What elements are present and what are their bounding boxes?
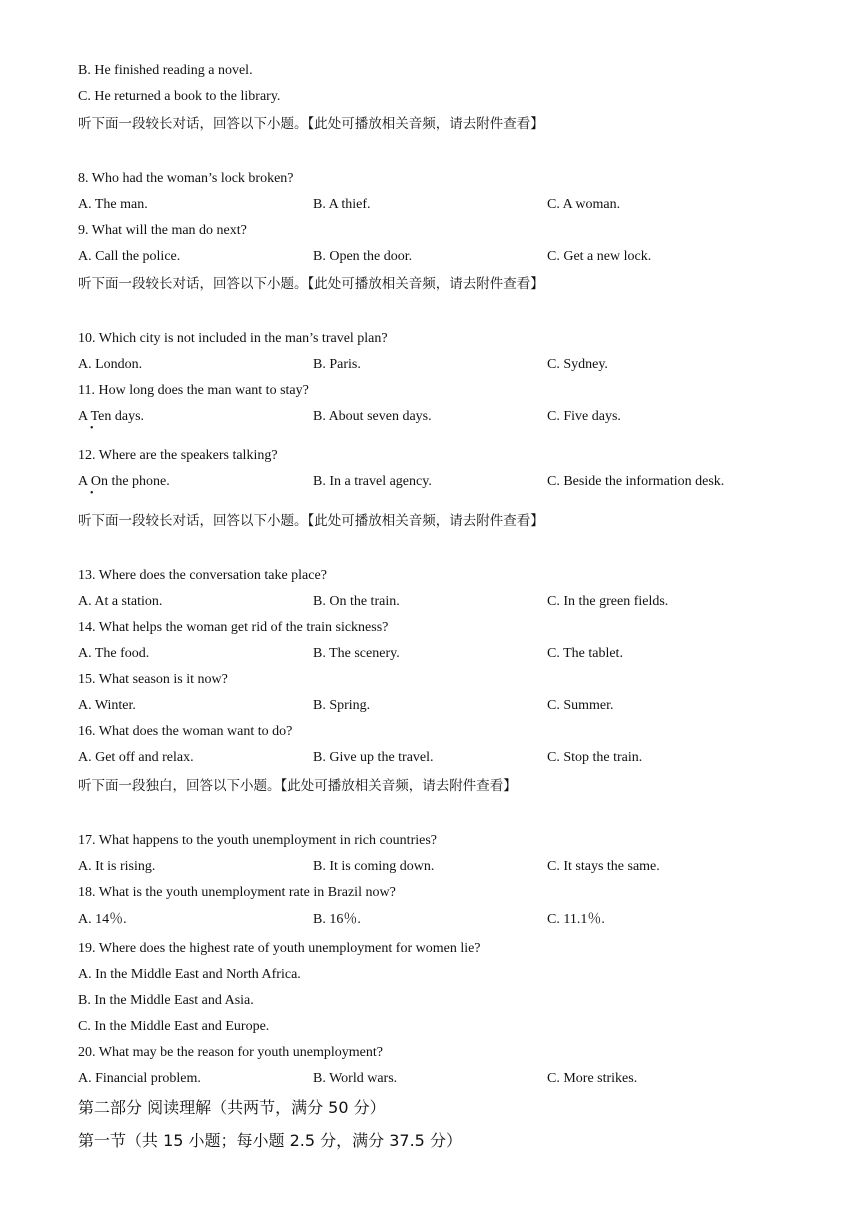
q20-option-b: B. World wars.	[313, 1071, 398, 1086]
q13-option-c: C. In the green fields.	[547, 594, 669, 609]
q12-option-b: B. In a travel agency.	[313, 474, 432, 489]
q10-option-a: A. London.	[78, 357, 143, 372]
listening-instruction: 听下面一段较长对话，回答以下小题。【此处可播放相关音频，请去附件查看】	[78, 276, 544, 292]
q9-option-a: A. Call the police.	[78, 249, 181, 264]
dot-mark: •	[90, 488, 94, 499]
question-12: 12. Where are the speakers talking?	[78, 448, 278, 463]
question-19: 19. Where does the highest rate of youth unemployment for women lie?	[78, 941, 481, 956]
question-13: 13. Where does the conversation take place?	[78, 568, 327, 583]
q14-option-c: C. The tablet.	[547, 646, 623, 661]
q10-option-b: B. Paris.	[313, 357, 361, 372]
q18-option-b: B. 16％.	[313, 912, 361, 927]
q19-option-a: A. In the Middle East and North Africa.	[78, 967, 301, 982]
q19-option-b: B. In the Middle East and Asia.	[78, 993, 254, 1008]
q19-option-c: C. In the Middle East and Europe.	[78, 1019, 270, 1034]
q18-option-a: A. 14％.	[78, 912, 127, 927]
question-8: 8. Who had the woman’s lock broken?	[78, 171, 294, 186]
q11-option-a: A Ten days.	[78, 409, 145, 424]
question-14: 14. What helps the woman get rid of the train sickness?	[78, 620, 389, 635]
dot-mark: •	[90, 423, 94, 434]
q20-option-a: A. Financial problem.	[78, 1071, 201, 1086]
q10-option-c: C. Sydney.	[547, 357, 608, 372]
question-9: 9. What will the man do next?	[78, 223, 247, 238]
q15-option-c: C. Summer.	[547, 698, 614, 713]
q17-option-a: A. It is rising.	[78, 859, 156, 874]
q17-option-c: C. It stays the same.	[547, 859, 660, 874]
question-11: 11. How long does the man want to stay?	[78, 383, 309, 398]
q14-option-b: B. The scenery.	[313, 646, 400, 661]
question-17: 17. What happens to the youth unemployment in rich countries?	[78, 833, 437, 848]
q11-option-b: B. About seven days.	[313, 409, 432, 424]
question-15: 15. What season is it now?	[78, 672, 228, 687]
q16-option-c: C. Stop the train.	[547, 750, 643, 765]
q9-option-c: C. Get a new lock.	[547, 249, 652, 264]
question-20: 20. What may be the reason for youth unemployment?	[78, 1045, 383, 1060]
q8-option-b: B. A thief.	[313, 197, 371, 212]
q20-option-c: C. More strikes.	[547, 1071, 638, 1086]
q11-option-c: C. Five days.	[547, 409, 621, 424]
q14-option-a: A. The food.	[78, 646, 150, 661]
q8-option-c: C. A woman.	[547, 197, 621, 212]
question-16: 16. What does the woman want to do?	[78, 724, 293, 739]
prev-option-c: C. He returned a book to the library.	[78, 89, 281, 104]
q16-option-a: A. Get off and relax.	[78, 750, 194, 765]
q13-option-a: A. At a station.	[78, 594, 163, 609]
q15-option-a: A. Winter.	[78, 698, 136, 713]
q15-option-b: B. Spring.	[313, 698, 371, 713]
q13-option-b: B. On the train.	[313, 594, 400, 609]
question-18: 18. What is the youth unemployment rate in Brazil now?	[78, 885, 396, 900]
q18-option-c: C. 11.1％.	[547, 912, 605, 927]
q12-option-c: C. Beside the information desk.	[547, 474, 725, 489]
q16-option-b: B. Give up the travel.	[313, 750, 434, 765]
monologue-instruction: 听下面一段独白，回答以下小题。【此处可播放相关音频，请去附件查看】	[78, 778, 517, 794]
q17-option-b: B. It is coming down.	[313, 859, 435, 874]
q8-option-a: A. The man.	[78, 197, 148, 212]
q12-option-a: A On the phone.	[78, 474, 170, 489]
listening-instruction: 听下面一段较长对话，回答以下小题。【此处可播放相关音频，请去附件查看】	[78, 116, 544, 132]
part-two-heading: 第二部分 阅读理解（共两节，满分 50 分）	[78, 1098, 386, 1117]
question-10: 10. Which city is not included in the man’s travel plan?	[78, 331, 388, 346]
listening-instruction: 听下面一段较长对话，回答以下小题。【此处可播放相关音频，请去附件查看】	[78, 513, 544, 529]
q9-option-b: B. Open the door.	[313, 249, 413, 264]
section-one-heading: 第一节（共 15 小题；每小题 2.5 分，满分 37.5 分）	[78, 1131, 462, 1150]
prev-option-b: B. He finished reading a novel.	[78, 63, 253, 78]
